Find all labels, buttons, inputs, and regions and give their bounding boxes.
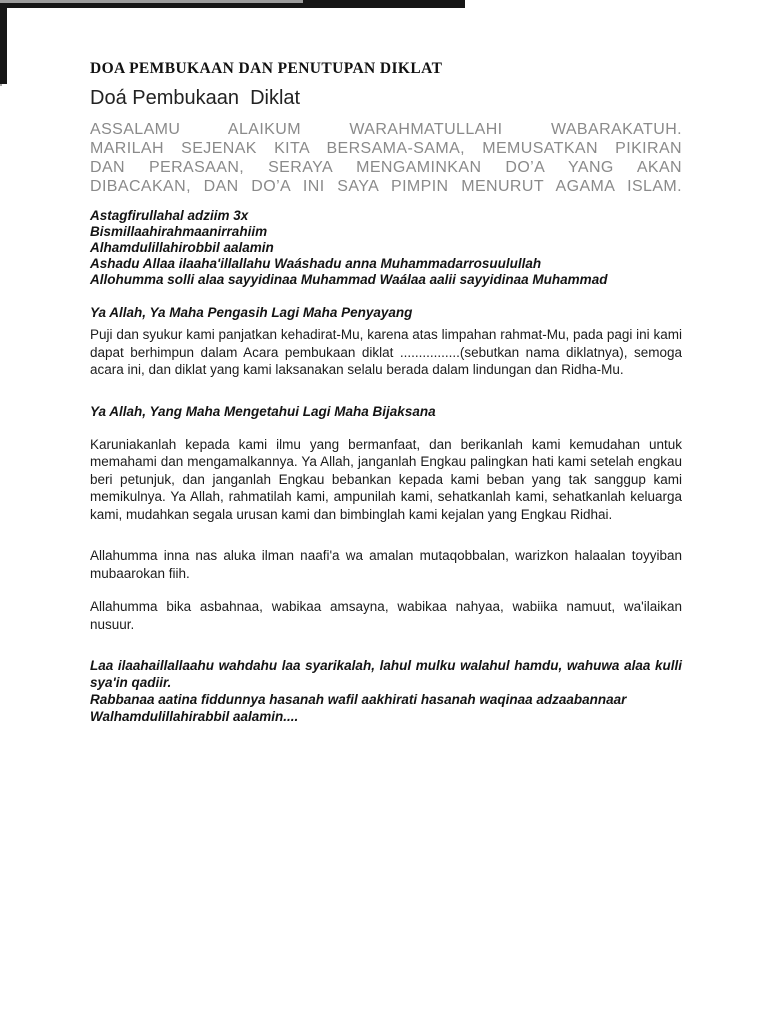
dzikir-line: Allohumma solli alaa sayyidinaa Muhammad Waálaa aalii sayyidinaa Muhammad — [90, 272, 608, 287]
closing-line: Walhamdulillahirabbil aalamin.... — [90, 709, 299, 724]
section1-body: Puji dan syukur kami panjatkan kehadirat-Mu, karena atas limpahan rahmat-Mu, pada pagi ini kami dapat berhimpun dalam Acara pembukaan diklat ................(sebutkan nama diklatnya), semoga acara ini, dan diklat yang kami laksanakan selalu berada dalam lindungan dan Ridha-Mu. — [90, 327, 682, 377]
intro-paragraph — [90, 120, 682, 196]
document-subtitle: Doá Pembukaan Diklat — [90, 87, 301, 109]
intro-line: ASSALAMU ALAIKUM WARAHMATULLAHI WABARAKATUH. — [90, 121, 682, 138]
intro-line: MARILAH SEJENAK KITA BERSAMA-SAMA, MEMUSATKAN PIKIRAN — [90, 140, 682, 157]
closing-line: Laa ilaahaillallaahu wahdahu laa syarikalah, lahul mulku walahul hamdu, wahuwa alaa kulli sya'in qadiir. — [90, 658, 682, 690]
section2-heading: Ya Allah, Yang Maha Mengetahui Lagi Maha Bijaksana — [90, 403, 436, 419]
closing-line: Rabbanaa aatina fiddunnya hasanah wafil aakhirati hasanah waqinaa adzaabannaar — [90, 692, 627, 707]
dzikir-line: Alhamdulillahirobbil aalamin — [90, 240, 274, 255]
dzikir-line: Ashadu Allaa ilaaha'illallahu Waáshadu anna Muhammadarrosuulullah — [90, 256, 542, 271]
intro-line: DIBACAKAN, DAN DO’A INI SAYA PIMPIN MENURUT AGAMA ISLAM. — [90, 178, 682, 195]
scan-edge-bottom-light — [0, 0, 303, 3]
scan-edge-left-dark — [0, 0, 7, 84]
dzikir-line: Astagfirullahal adziim 3x — [90, 208, 249, 223]
document-title: DOA PEMBUKAAN DAN PENUTUPAN DIKLAT — [90, 60, 443, 77]
dzikir-block — [90, 208, 682, 288]
dua-paragraph-1: Allahumma inna nas aluka ilman naafi'a wa amalan mutaqobbalan, warizkon halaalan toyyiban mubaarokan fiih. — [90, 548, 682, 581]
section1-heading: Ya Allah, Ya Maha Pengasih Lagi Maha Penyayang — [90, 305, 413, 320]
intro-line: DAN PERASAAN, SERAYA MENGAMINKAN DO’A YANG AKAN — [90, 159, 682, 176]
dua-paragraph-2: Allahumma bika asbahnaa, wabikaa amsayna, wabikaa nahyaa, wabiika namuut, wa'ilaikan nusuur. — [90, 599, 682, 632]
closing-block — [90, 657, 682, 725]
section2-body: Karuniakanlah kepada kami ilmu yang bermanfaat, dan berikanlah kami kemudahan untuk memahami dan mengamalkannya. Ya Allah, janganlah Engkau palingkan hati kami setelah engkau beri petunjuk, dan janganlah Engkau bebankan kepada kami beban yang tak sanggup kami memikulnya. Ya Allah, rahmatilah kami, ampunilah kami, sehatkanlah kami, sehatkanlah keluarga kami, mudahkan segala urusan kami dan bimbinglah kami kejalan yang Engkau Ridhai. — [90, 436, 682, 522]
document-content — [90, 60, 682, 725]
dzikir-line: Bismillaahirahmaanirrahiim — [90, 224, 268, 239]
